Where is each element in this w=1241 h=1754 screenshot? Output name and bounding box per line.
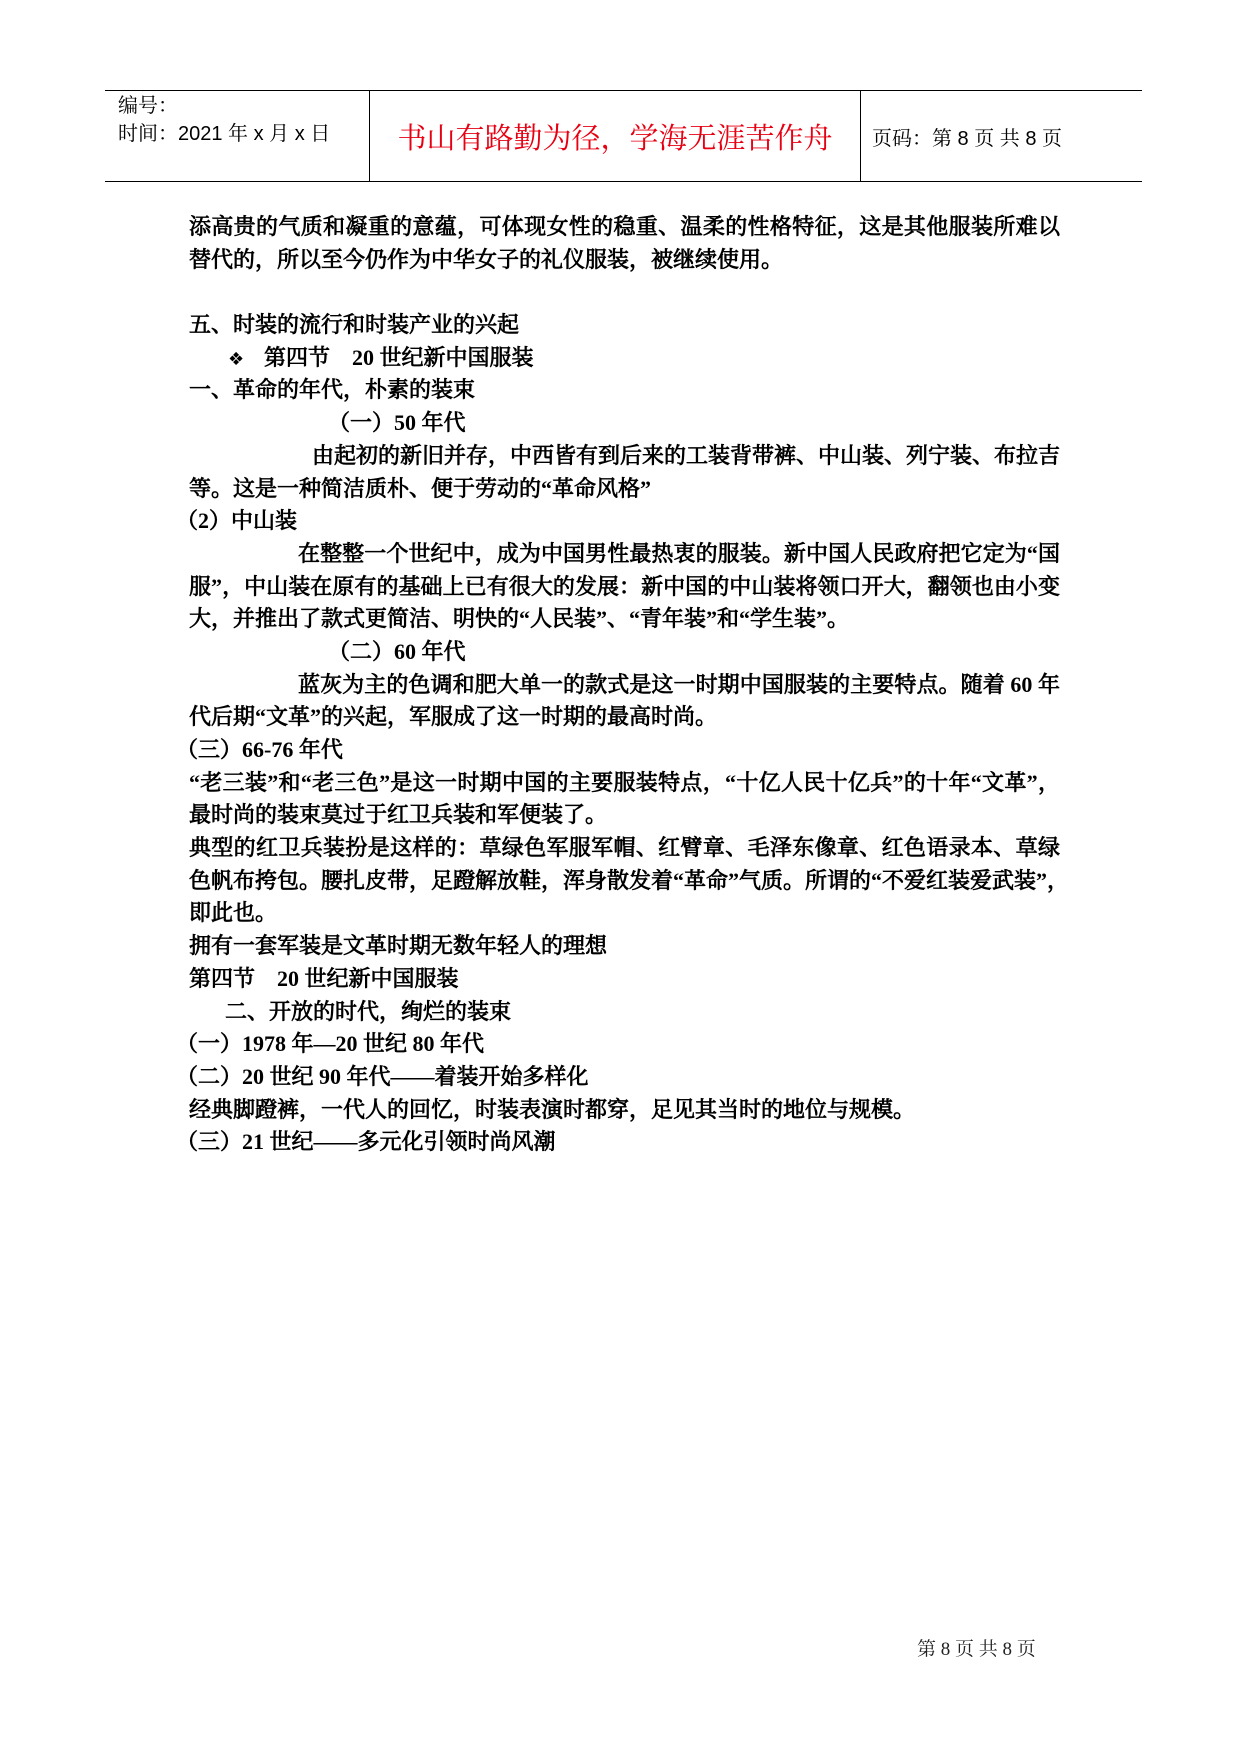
subsection-heading: （一）1978 年—20 世纪 80 年代 [176, 1031, 485, 1057]
subsection-heading: （二）20 世纪 90 年代——着装开始多样化 [176, 1063, 589, 1089]
paragraph-line: 色帆布挎包。腰扎皮带，足蹬解放鞋，浑身散发着“革命”气质。所谓的“不爱红装爱武装”， [189, 867, 1070, 893]
header-divider [860, 91, 861, 181]
chapter-heading: 第四节 20 世纪新中国服装 [189, 965, 459, 991]
paragraph-line: 由起初的新旧并存，中西皆有到后来的工装背带裤、中山装、列宁装、布拉吉 [312, 442, 1061, 468]
paragraph-line: 最时尚的装束莫过于红卫兵装和军便装了。 [189, 802, 608, 828]
header-motto: 书山有路勤为径，学海无涯苦作舟 [397, 120, 833, 155]
paragraph-line: 即此也。 [189, 900, 278, 926]
paragraph-line: 替代的，所以至今仍作为中华女子的礼仪服装，被继续使用。 [189, 246, 784, 272]
header-page-info: 页码：第 8 页 共 8 页 [872, 127, 1063, 150]
document-body [0, 211, 1241, 1159]
paragraph-line: 等。这是一种简洁质朴、便于劳动的“革命风格” [189, 475, 652, 501]
subsection-heading: （三）66-76 年代 [176, 737, 343, 762]
header-code-label: 编号： [118, 95, 178, 117]
subsection-heading: （一）50 年代 [328, 410, 466, 436]
part-heading: 二、开放的时代，绚烂的装束 [225, 998, 512, 1024]
paragraph-line: 拥有一套军装是文革时期无数年轻人的理想 [189, 933, 608, 959]
part-heading: 一、革命的年代，朴素的装束 [189, 377, 476, 403]
blank-line [0, 276, 1241, 309]
chapter-heading [228, 342, 1241, 375]
section-heading: 五、时装的流行和时装产业的兴起 [189, 312, 520, 338]
header-time: 时间：2021 年 x 月 x 日 [118, 123, 331, 145]
diamond-bullet-icon [228, 344, 264, 377]
paragraph-line: 添高贵的气质和凝重的意蕴，可体现女性的稳重、温柔的性格特征，这是其他服装所难以 [189, 214, 1060, 239]
subsection-heading: （2）中山装 [176, 508, 298, 534]
page-footer-number: 第 8 页 共 8 页 [917, 1639, 1036, 1660]
paragraph-line: “老三装”和“老三色”是这一时期中国的主要服装特点，“十亿人民十亿兵”的十年“文革”， [189, 769, 1060, 795]
paragraph-line: 大，并推出了款式更简洁、明快的“人民装”、“青年装”和“学生装”。 [189, 606, 850, 632]
paragraph-line: 代后期“文革”的兴起，军服成了这一时期的最高时尚。 [189, 704, 718, 730]
paragraph-line: 蓝灰为主的色调和肥大单一的款式是这一时期中国服装的主要特点。随着 60 年 [298, 671, 1060, 697]
subsection-heading: （二）60 年代 [328, 638, 466, 664]
chapter-title: 第四节 20 世纪新中国服装 [264, 344, 534, 370]
subsection-heading: （三）21 世纪——多元化引领时尚风潮 [176, 1129, 556, 1155]
paragraph-line: 经典脚蹬裤，一代人的回忆，时装表演时都穿，足见其当时的地位与规模。 [189, 1096, 916, 1122]
paragraph-line: 典型的红卫兵装扮是这样的：草绿色军服军帽、红臂章、毛泽东像章、红色语录本、草绿 [189, 835, 1060, 861]
page-header-table [105, 90, 1142, 182]
paragraph-line: 在整整一个世纪中，成为中国男性最热衷的服装。新中国人民政府把它定为“国 [298, 540, 1060, 566]
paragraph-line: 服”，中山装在原有的基础上已有很大的发展：新中国的中山装将领口开大，翻领也由小变 [189, 573, 1060, 599]
